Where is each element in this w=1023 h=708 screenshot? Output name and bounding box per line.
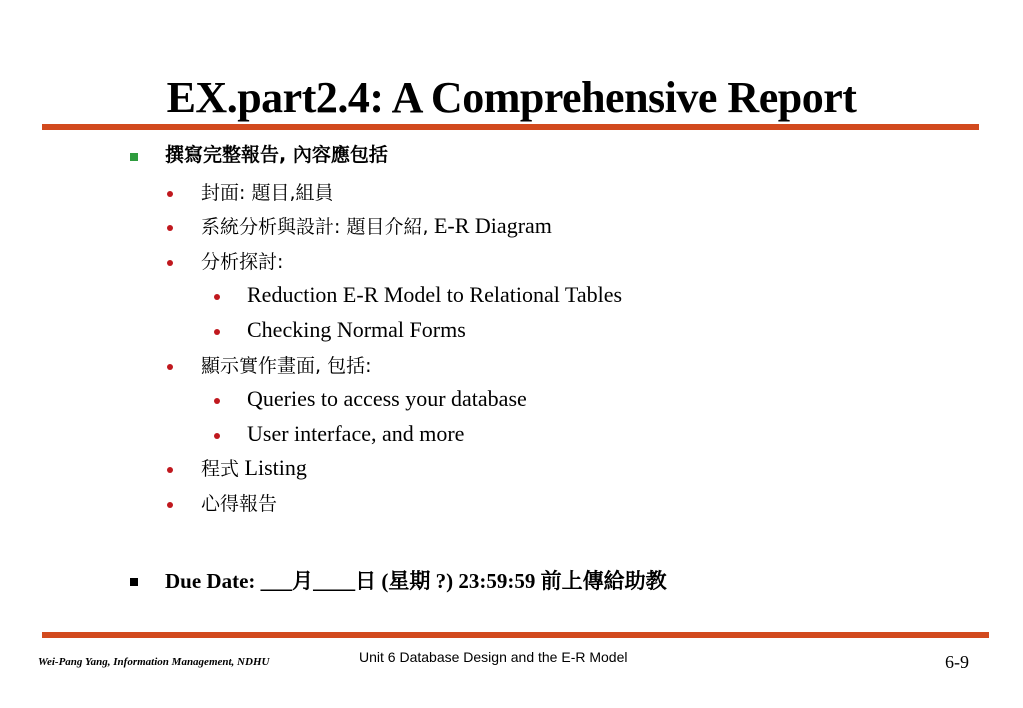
page-number: 6-9 [945,652,969,672]
dot-bullet-icon [214,433,220,439]
dot-bullet-icon [214,329,220,335]
footer-author: Wei-Pang Yang, Information Management, NDHU [38,656,270,668]
bullet-cover: 封面: 題目,組員 [201,182,334,204]
system-analysis-latin: E-R Diagram [428,213,552,238]
bullet-queries: Queries to access your database [247,386,527,411]
dot-bullet-icon [167,191,173,197]
footer-divider [42,632,989,638]
bullet-analysis: 分析探討: [201,251,284,273]
system-analysis-cjk: 系統分析與設計: 題目介紹, [201,216,429,238]
bullet-reflection: 心得報告 [201,493,278,515]
listing-cjk: 程式 [201,458,240,480]
bullet-normal-forms: Checking Normal Forms [247,317,466,342]
dot-bullet-icon [214,294,220,300]
dot-bullet-icon [167,260,173,266]
bullet-system-analysis [201,212,552,241]
dot-bullet-icon [214,398,220,404]
listing-latin: Listing [239,455,307,480]
square-bullet-icon [130,578,138,586]
bullet-reduction: Reduction E-R Model to Relational Tables [247,282,623,307]
square-bullet-icon [130,153,138,161]
dot-bullet-icon [167,364,173,370]
slide-title: EX.part2.4: A Comprehensive Report [166,73,857,122]
dot-bullet-icon [167,502,173,508]
bullet-ui: User interface, and more [247,421,465,446]
bullet-listing [201,454,307,483]
dot-bullet-icon [167,467,173,473]
title-divider [42,124,979,130]
bullet-main: 撰寫完整報告, 內容應包括 [165,144,388,166]
bullet-due-date: Due Date: ___月____日 (星期 ?) 23:59:59 前上傳給助教 [165,569,667,593]
bullet-display: 顯示實作畫面, 包括: [201,355,372,377]
footer-unit: Unit 6 Database Design and the E-R Model [359,649,628,665]
dot-bullet-icon [167,225,173,231]
